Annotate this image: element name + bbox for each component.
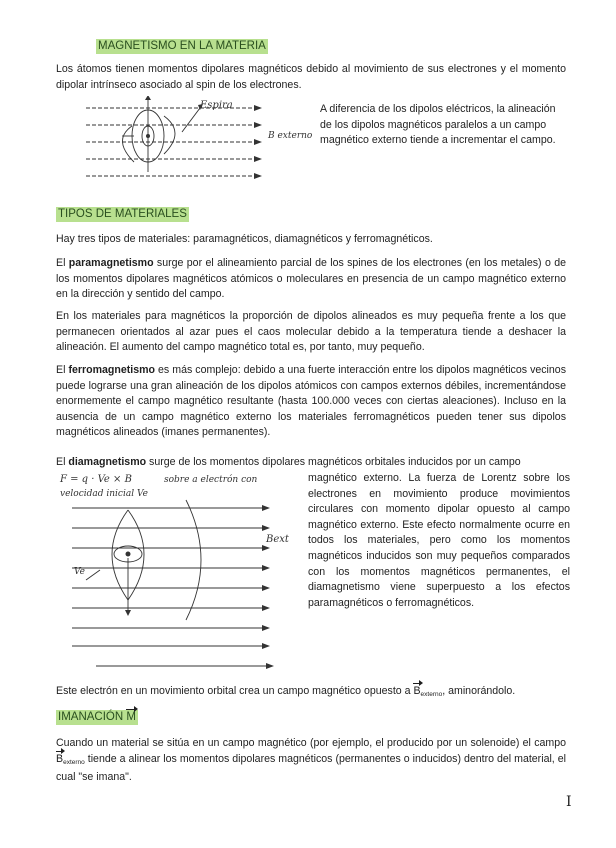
electron-line-a: Este electrón en un movimiento orbital crea un campo magnético opuesto a	[56, 685, 414, 697]
p5-prefix: El	[56, 456, 69, 468]
label-bext: Bext	[266, 534, 289, 545]
vector-m-symbol: M	[126, 711, 136, 723]
diamagnetism-intro-line	[56, 455, 566, 471]
note-line2: velocidad inicial Ve	[60, 489, 148, 499]
b-externo-subscript: externo	[420, 691, 443, 698]
figure1-caption: A diferencia de los dipolos eléctricos, la alineación de los dipolos magnéticos paralelos a un campo magnético externo tiende a incrementar el campo.	[320, 103, 556, 147]
label-espira: Espira	[200, 100, 233, 111]
diamagnetism-figure	[56, 470, 300, 680]
section-heading-tipos	[56, 207, 189, 222]
term-paramagnetismo: paramagnetismo	[68, 257, 154, 269]
section-heading-imanacion-text: IMANACIÓN	[58, 711, 124, 723]
p5-body: surge de los momentos dipolares magnéticos orbitales inducidos por un campo	[146, 456, 521, 468]
p4-prefix: El	[56, 364, 69, 376]
vector-b-symbol-2: B	[56, 752, 63, 768]
electron-line-c: , aminorándolo.	[442, 685, 516, 697]
diamagnetism-paragraph: magnético externo. La fuerza de Lorentz sobre los electrones en movimiento produce movimientos circulares con momento dipolar opuesto al campo magnético externo. Este efecto normalmente ocurre en todos los materiales, pero como los momentos magnéticos inducidos son muy pequeños comparados con los momentos magnéticos permanentes, el diamagnetismo viene superpuesto a los efectos paramagnéticos o ferromagnéticos.	[308, 472, 570, 609]
term-ferromagnetismo: ferromagnetismo	[68, 364, 155, 376]
paramagnetism-paragraph	[56, 256, 566, 303]
page-number: I	[566, 794, 572, 810]
section-heading-tipos-text: TIPOS DE MATERIALES	[58, 208, 187, 220]
imanacion-a: Cuando un material se sitúa en un campo magnético (por ejemplo, el producido por un solenoide) el campo	[56, 737, 566, 749]
p2-body: surge por el alineamiento parcial de los spines de los electrones (en los metales) o de los momentos dipolares magnéticos atómicos o moleculares en presencia de un campo magnético externo en la dirección y sentido del campo.	[56, 257, 566, 301]
ferromagnetism-paragraph	[56, 363, 566, 441]
types-paragraph: Hay tres tipos de materiales: paramagnéticos, diamagnéticos y ferromagnéticos.	[56, 233, 433, 245]
section-heading-imanacion	[56, 710, 138, 725]
electron-orbit-line	[56, 684, 566, 703]
page-title-text: MAGNETISMO EN LA MATERIA	[98, 40, 266, 52]
paramagnetic-proportion-paragraph: En los materiales para magnéticos la proporción de dipolos alineados es muy pequeña frente a los que permanecen orientados al azar pues el caos molecular debido a la temperatura tiende a deshacer la alineación. El aumento del campo magnético total es, por tanto, muy pequeño.	[56, 310, 566, 354]
p2-prefix: El	[56, 257, 69, 269]
p4-body: es más complejo: debido a una fuerte interacción entre los dipolos magnéticos vecinos puede lograrse una gran alineación de los dipolos atómicos con campos externos débiles, incrementándose enormemente el campo magnético resultante (hasta 100.000 veces con ciertas aleaciones). Incluso en la ausencia de un campo magnético externo los materiales ferromagnéticos pueden tener sus dipolos magnéticos alineados (imanes permanentes).	[56, 364, 566, 439]
intro-paragraph: Los átomos tienen momentos dipolares magnéticos debido al movimiento de sus electrones y el momento dipolar intrínseco asociado al spin de los electrones.	[56, 63, 566, 91]
imanacion-b: tiende a alinear los momentos dipolares magnéticos (permanentes o inducidos) dentro del material, el cual "se imana".	[56, 752, 566, 784]
note-formula: F = q · Ve × B	[60, 474, 132, 485]
imanacion-paragraph	[56, 736, 566, 786]
dipole-alignment-figure	[82, 96, 314, 200]
page-title	[96, 39, 268, 54]
note-line1: sobre a electrón con	[164, 475, 258, 485]
label-b-externo-fig1: B externo	[268, 131, 313, 141]
term-diamagnetismo: diamagnetismo	[68, 456, 147, 468]
label-ve: Ve	[74, 567, 85, 577]
b-externo-subscript-2: externo	[63, 758, 85, 766]
vector-b-symbol: B	[413, 684, 420, 700]
